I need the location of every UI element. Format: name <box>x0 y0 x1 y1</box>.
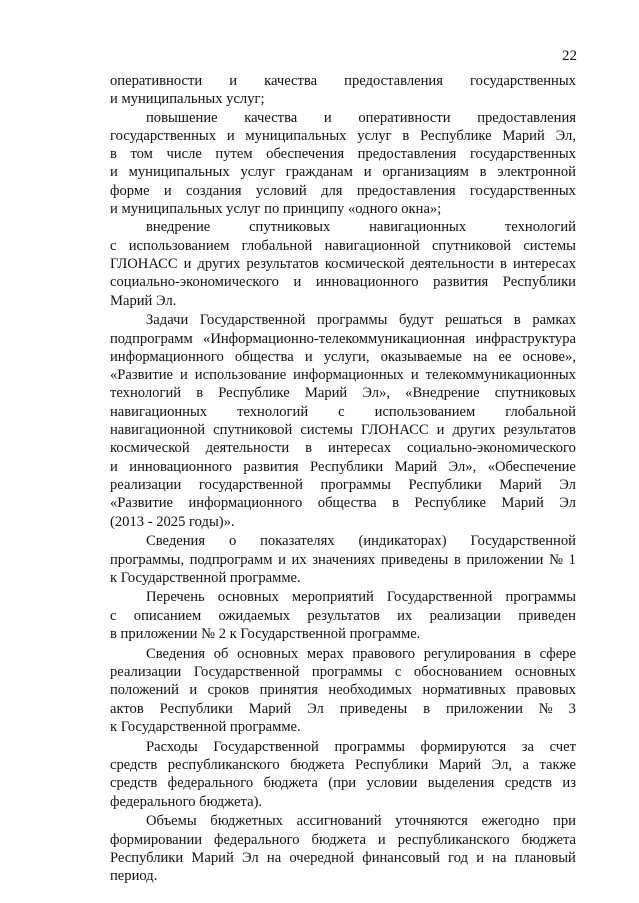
text-line: «Развитие и использование информационных и телекоммуникационных <box>110 367 576 384</box>
text-line: Объемы бюджетных ассигнований уточняются ежегодно при <box>146 813 576 830</box>
text-line: Марий Эл. <box>110 292 177 309</box>
text-line: в приложении № 2 к Государственной программе. <box>110 626 421 643</box>
text-line: ГЛОНАСС и других результатов космической деятельности в интересах <box>110 255 576 272</box>
text-line: с использованием глобальной навигационной спутниковой системы <box>110 237 576 254</box>
text-line: форме и создания условий для предоставления государственных <box>110 182 576 199</box>
text-line: внедрение спутниковых навигационных технологий <box>146 219 576 236</box>
text-line: и инновационного развития Республики Марий Эл», «Обеспечение <box>110 458 576 475</box>
text-line: оперативности и качества предоставления государственных <box>110 73 576 89</box>
text-line: навигационной спутниковой системы ГЛОНАСС и других результатов <box>110 422 576 439</box>
text-line: с описанием ожидаемых результатов их реализации приведен <box>110 607 576 624</box>
text-line: «Развитие информационного общества в Республике Марий Эл <box>110 495 576 512</box>
text-line: космической деятельности в интересах социально-экономического <box>110 440 576 457</box>
text-line: федерального бюджета). <box>110 793 263 810</box>
text-line: Сведения о показателях (индикаторах) Государственной <box>146 533 576 550</box>
text-line: средств республиканского бюджета Республики Марий Эл, а также <box>110 756 576 773</box>
text-line: и муниципальных услуг; <box>110 91 265 108</box>
text-line: информационного общества и услуги, оказываемые на ее основе», <box>110 348 576 365</box>
text-line: навигационных технологий с использованием глобальной <box>110 403 576 420</box>
text-line: Республики Марий Эл на очередной финансовый год и на плановый <box>110 849 576 866</box>
text-line: формировании федерального бюджета и республиканского бюджета <box>110 831 576 848</box>
text-line: Задачи Государственной программы будут решаться в рамках <box>146 312 576 329</box>
text-line: реализации государственной программы Республики Марий Эл <box>110 476 576 493</box>
text-line: период. <box>110 868 158 885</box>
text-line: актов Республики Марий Эл приведены в приложении № 3 <box>110 700 576 717</box>
text-line: подпрограмм «Информационно-телекоммуникационная инфраструктура <box>110 330 576 347</box>
text-lines <box>110 72 576 885</box>
text-line: программы, подпрограмм и их значениях приведены в приложении № 1 <box>110 551 576 568</box>
text-line: (2013 - 2025 годы)». <box>110 513 235 530</box>
text-line: к Государственной программе. <box>110 569 301 586</box>
text-line: повышение качества и оперативности предоставления <box>146 109 576 126</box>
text-line: к Государственной программе. <box>110 718 301 735</box>
text-line: Перечень основных мероприятий Государственной программы <box>146 589 576 606</box>
text-line: реализации Государственной программы с обоснованием основных <box>110 664 576 681</box>
text-line: средств федерального бюджета (при условии выделения средств из <box>110 775 576 792</box>
text-line: социально-экономического и инновационного развития Республики <box>110 274 576 291</box>
text-line: в том числе путем обеспечения предоставления государственных <box>110 146 576 163</box>
text-line: Расходы Государственной программы формируются за счет <box>146 738 576 755</box>
text-line: государственных и муниципальных услуг в Республике Марий Эл, <box>110 127 576 144</box>
text-line: Сведения об основных мерах правового регулирования в сфере <box>146 645 576 662</box>
body-text <box>110 72 576 885</box>
text-line: и муниципальных услуг по принципу «одного окна»; <box>110 201 442 218</box>
text-line: технологий в Республике Марий Эл», «Внедрение спутниковых <box>110 385 576 402</box>
text-line: положений и сроков принятия необходимых нормативных правовых <box>110 682 576 699</box>
text-line: и муниципальных услуг гражданам и организациям в электронной <box>110 164 576 181</box>
page-number: 22 <box>562 48 577 64</box>
